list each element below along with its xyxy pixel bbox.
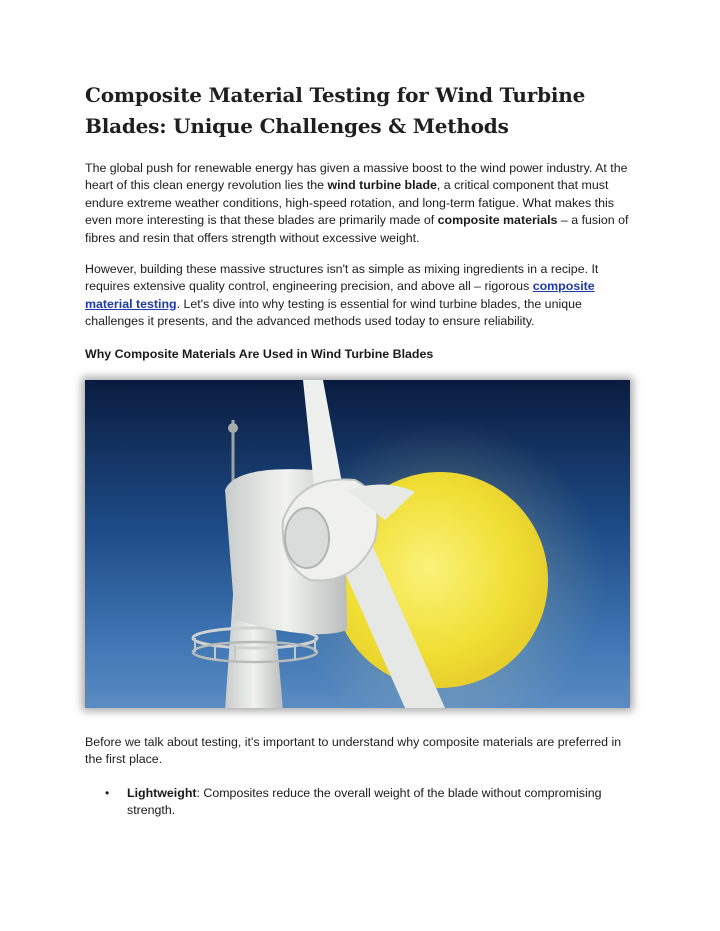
list-item	[85, 785, 635, 820]
benefits-list	[85, 785, 635, 820]
section-heading: Why Composite Materials Are Used in Wind Turbine Blades	[85, 347, 434, 361]
bullet-text: : Composites reduce the overall weight of the blade without compromising strength.	[127, 786, 602, 818]
intro-bold-composite-materials: composite materials	[437, 213, 558, 228]
testing-text-1: However, building these massive structures isn't as simple as mixing ingredients in a recipe. It requires extensive quality control, engineering precision, and above all – rigorous	[85, 262, 599, 294]
composites-intro-paragraph: Before we talk about testing, it's important to understand why composite materials are preferred in the first place.	[85, 735, 622, 767]
intro-paragraph	[85, 160, 635, 247]
composite-material-testing-link[interactable]: composite material testing	[85, 279, 595, 311]
bullet-icon: •	[105, 786, 110, 800]
testing-paragraph	[85, 261, 635, 331]
testing-text-2: . Let's dive into why testing is essential for wind turbine blades, the unique challenges it presents, and the advanced methods used today to ensure reliability.	[85, 296, 582, 329]
intro-text-1: The global push for renewable energy has given a massive boost to the wind power industry. At the heart of this clean energy revolution lies the	[85, 161, 628, 193]
intro-bold-wind-turbine-blade: wind turbine blade	[327, 178, 437, 193]
intro-text-3: – a fusion of fibres and resin that offers strength without excessive weight.	[85, 213, 629, 245]
wind-turbine-illustration	[85, 380, 630, 708]
article-title: Composite Material Testing for Wind Turbine Blades: Unique Challenges & Methods	[85, 83, 586, 138]
bullet-term: Lightweight	[127, 786, 197, 800]
wind-turbine-photo	[85, 380, 630, 708]
intro-text-2: , a critical component that must endure extreme weather conditions, high-speed rotation, and long-term fatigue. What makes this even more interesting is that these blades are primarily made of	[85, 178, 614, 228]
